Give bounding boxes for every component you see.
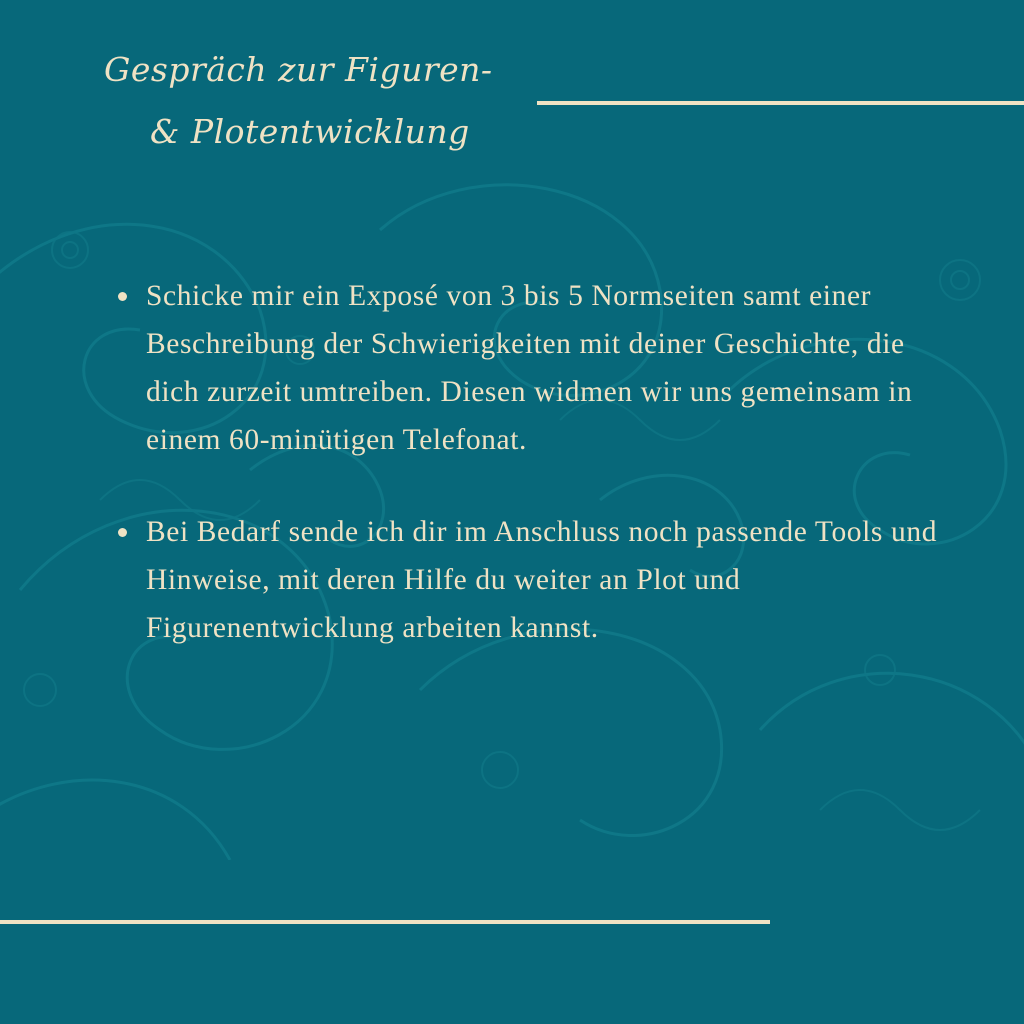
bullet-text: Bei Bedarf sende ich dir im Anschluss noch passende Tools und Hinweise, mit deren Hilfe du weiter an Plot und Figurenentwicklung arbeiten kannst. <box>146 516 938 644</box>
list-item <box>112 272 942 464</box>
bullet-text: Schicke mir ein Exposé von 3 bis 5 Normseiten samt einer Beschreibung der Schwierigkeiten mit deiner Geschichte, die dich zurzeit umtreiben. Diesen widmen wir uns gemeinsam in einem 60-minütigen Telefonat. <box>146 280 913 456</box>
bullet-dot-icon <box>118 528 127 537</box>
bullet-list <box>112 272 942 696</box>
bottom-divider-line <box>0 920 770 924</box>
list-item <box>112 508 942 652</box>
page-title-line-2: & Plotentwicklung <box>150 112 470 151</box>
page-title-line-1: Gespräch zur Figuren- <box>104 50 493 89</box>
top-divider-line <box>537 101 1024 105</box>
bullet-dot-icon <box>118 292 127 301</box>
